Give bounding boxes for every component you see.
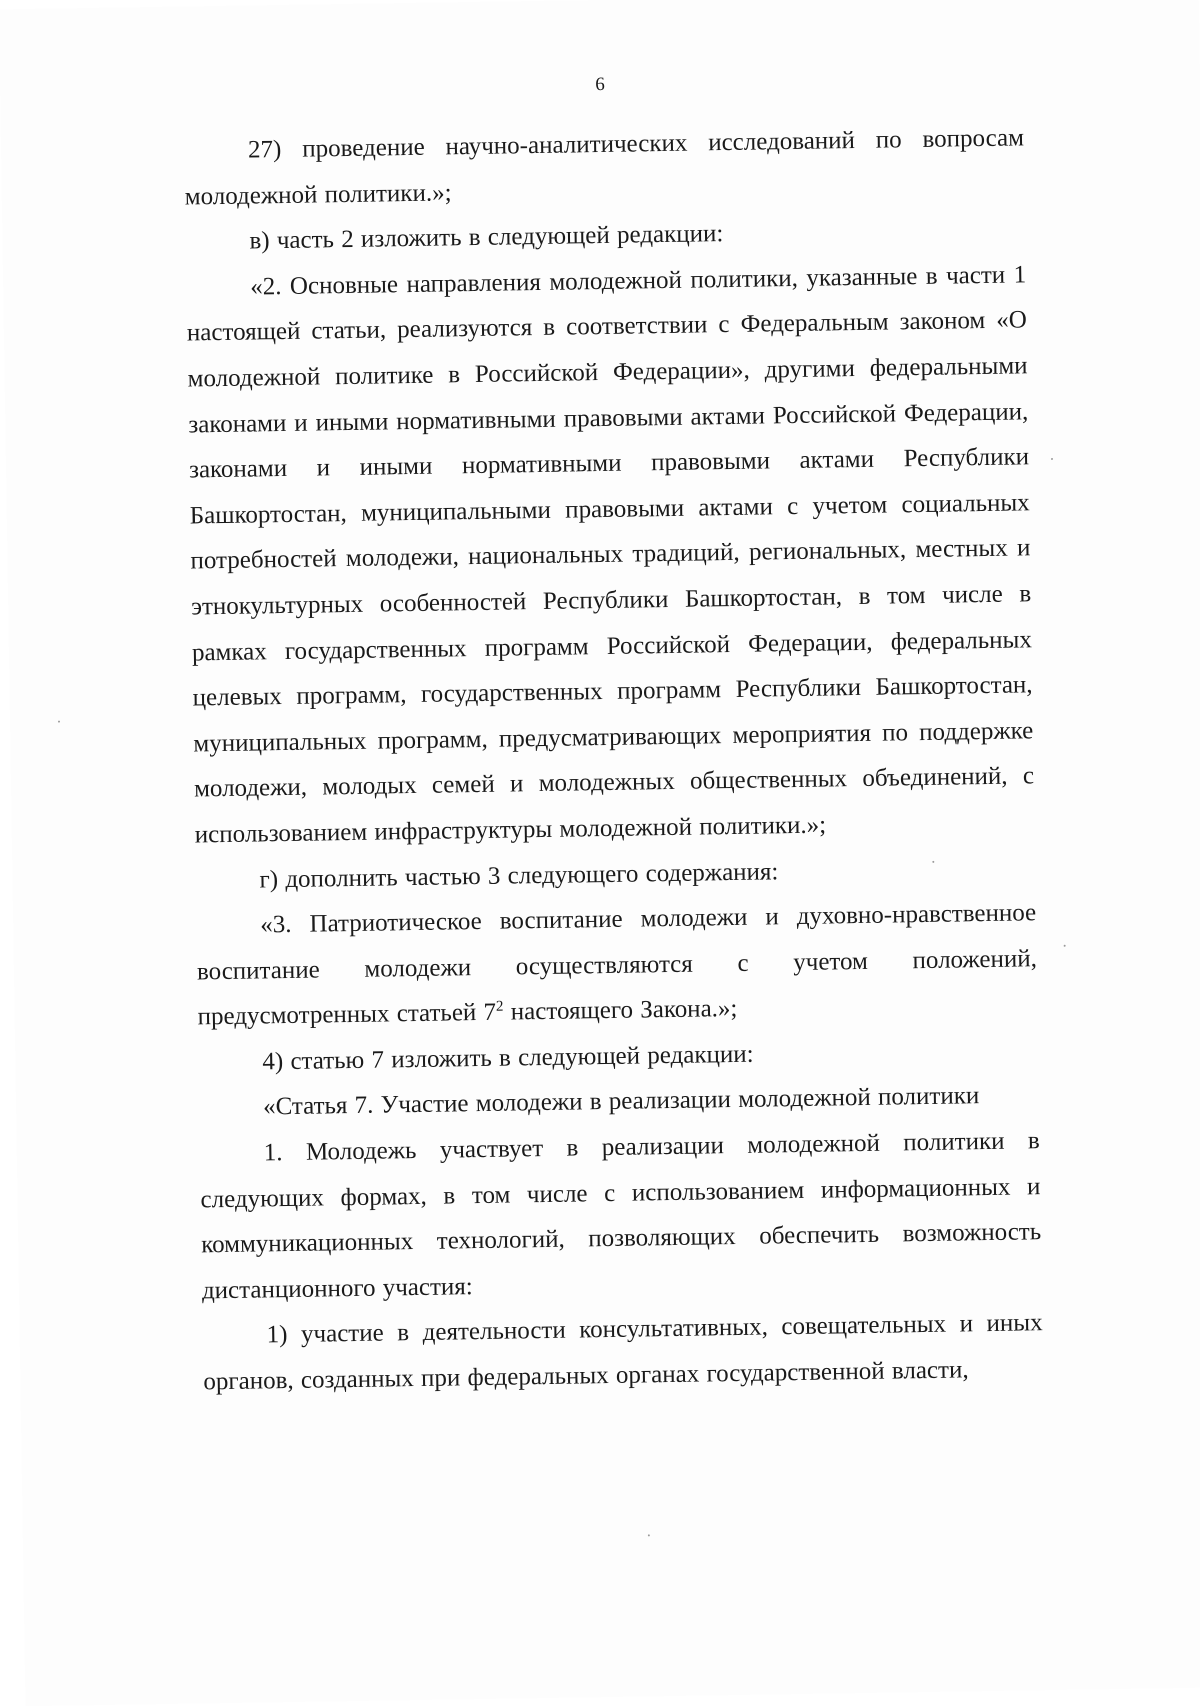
paragraph-item-27: 27) проведение научно-аналитических исследований по вопросам молодежной политики.»; (184, 124, 1025, 211)
paragraph-article-7-intro: 4) статью 7 изложить в следующей редакции: (262, 1040, 754, 1076)
scan-speck (1051, 458, 1053, 460)
scan-speck (1064, 945, 1066, 947)
paragraph-article-7-part-1: 1. Молодежь участвует в реализации молодежной политики в следующих формах, в том числе с использованием информационных и коммуникационных технологий, позволяющих обеспечить возможность дистанционного участия: (200, 1127, 1042, 1305)
paragraph-part-3-text-end: настоящего Закона.»; (503, 995, 738, 1026)
article-superscript: 2 (495, 998, 504, 1016)
paragraph-part-2-text: «2. Основные направления молодежной политики, указанные в части 1 настоящей статьи, реализуются в соответствии с Федеральным законом «О молодежной политике в Российской Федерации», другими федеральными законами и иными нормативными правовыми актами Российской Федерации, законами и иными нормативными правовыми актами Республики Башкортостан, муниципальными правовыми актами с учетом социальных потребностей молодежи, национальных традиций, региональных, местных и этнокультурных особенностей Республики Башкортостан, в том числе в рамках государственных программ Российской Федерации, федеральных целевых программ, государственных программ Республики Башкортостан, муниципальных программ, предусматривающих мероприятия по поддержке молодежи, молодых семей и молодежных общественных объединений, с использованием инфраструктуры молодежной политики.»; (186, 261, 1035, 849)
scan-speck (58, 721, 60, 723)
scan-speck (648, 1534, 650, 1536)
paragraph-part-3-intro: г) дополнить частью 3 следующего содержания: (259, 857, 779, 893)
paragraph-part-2-intro: в) часть 2 изложить в следующей редакции: (249, 220, 724, 255)
paragraph-part-3-text (196, 890, 1038, 1040)
article-7-heading: «Статья 7. Участие молодежи в реализации молодежной политики (262, 1082, 980, 1121)
scan-speck (932, 861, 934, 863)
paragraph-part-3-text-main: «3. Патриотическое воспитание молодежи и духовно-нравственное воспитание молодежи осуществляются с учетом положений, предусмотренных статьей 7 (196, 899, 1038, 1031)
page-number: 6 (595, 73, 605, 96)
document-body (184, 115, 1044, 1405)
paragraph-article-7-item-1: 1) участие в деятельности консультативных, совещательных и иных органов, созданных при федеральных органах государственной власти, (203, 1309, 1043, 1396)
